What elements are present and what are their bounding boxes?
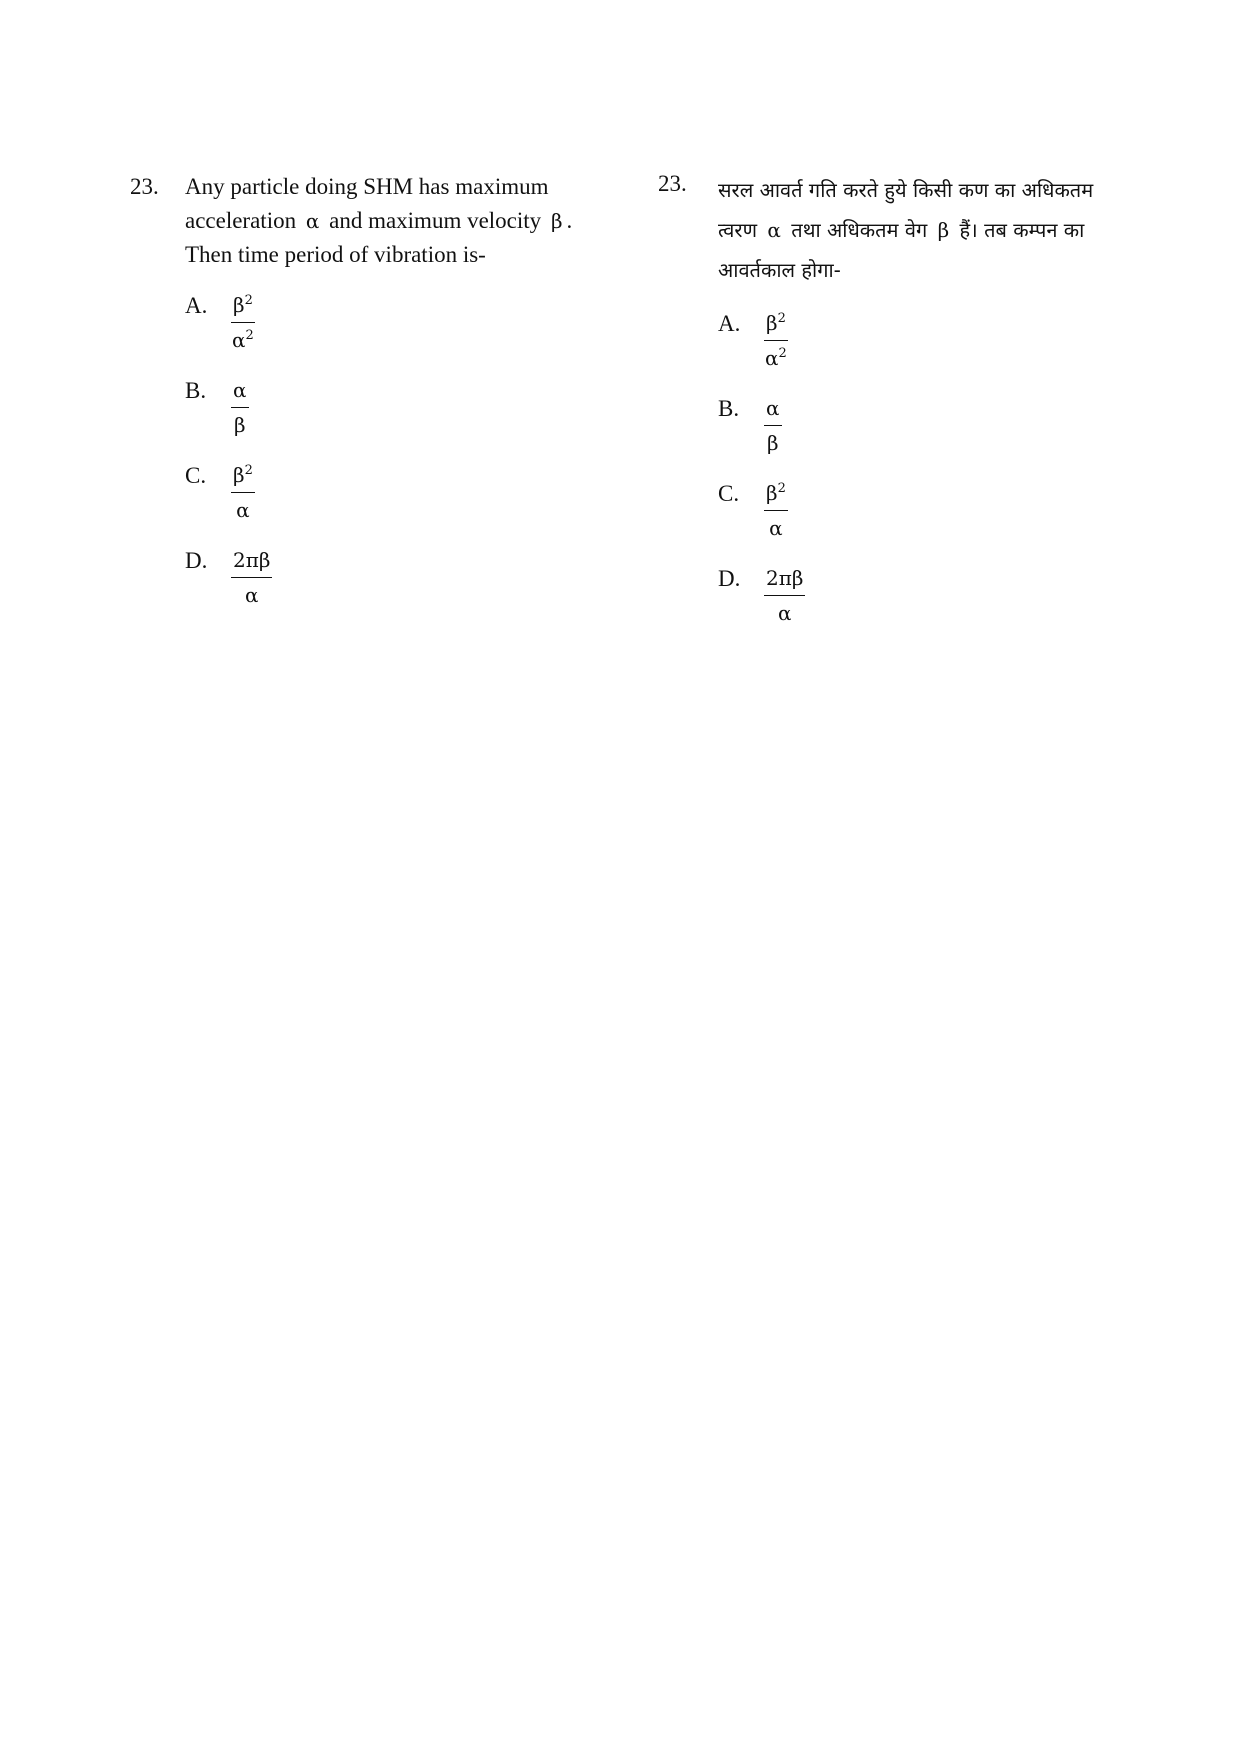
exponent: 2 [244,293,253,308]
fraction [764,480,788,541]
option-d[interactable] [185,547,600,632]
exponent: 2 [244,463,253,478]
option-label: B. [185,378,207,403]
question-stem [130,170,600,272]
fraction [764,395,782,456]
exponent: 2 [778,346,787,361]
stem-text: हैं। तब कम्पन का आवर्तकाल होगा- [718,218,1085,282]
option-c[interactable] [718,480,1138,565]
numerator: α [766,396,780,420]
denominator: α [765,346,779,370]
option-label: D. [185,548,208,573]
fraction [231,462,255,523]
denominator: α [236,498,250,522]
question-hindi [658,170,1138,650]
stem-text: Any particle doing SHM has maximum acceleration [185,174,549,233]
stem-text: सरल आवर्त गति करते हुये किसी कण का अधिकतम त्वरण [718,178,1094,242]
denominator: α [232,328,246,352]
numerator: 2πβ [233,548,271,572]
question-english [130,170,600,632]
stem-text: तथा अधिकतम वेग [791,218,928,242]
denominator: α [244,583,259,607]
options-list [658,310,1138,650]
option-label: C. [718,481,740,506]
numerator: α [233,378,247,402]
option-label: D. [718,566,741,591]
denominator: β [766,431,779,455]
denominator: β [233,413,246,437]
exponent: 2 [245,328,254,343]
fraction [231,547,272,608]
alpha-symbol: α [305,209,320,233]
option-label: A. [718,311,741,336]
fraction [764,565,805,626]
option-label: A. [185,293,208,318]
option-label: B. [718,396,740,421]
option-a[interactable] [185,292,600,377]
question-stem [658,170,1138,290]
stem-text: and maximum velocity [329,208,542,233]
fraction [231,292,255,353]
option-b[interactable] [718,395,1138,480]
option-b[interactable] [185,377,600,462]
numerator: 2πβ [766,566,804,590]
exponent: 2 [777,481,786,496]
question-number: 23. [658,171,687,196]
option-a[interactable] [718,310,1138,395]
beta-symbol: β [550,209,563,233]
question-number: 23. [130,174,159,199]
numerator: β [766,311,778,335]
alpha-symbol: α [767,218,781,242]
option-c[interactable] [185,462,600,547]
fraction [764,310,788,371]
option-label: C. [185,463,207,488]
beta-symbol: β [937,218,950,242]
numerator: β [233,463,245,487]
exponent: 2 [777,311,786,326]
denominator: α [777,601,792,625]
fraction [231,377,249,438]
denominator: α [769,516,783,540]
option-d[interactable] [718,565,1138,650]
stem-text: . Then time period of vibration is- [185,208,573,267]
options-list [130,292,600,632]
numerator: β [233,293,245,317]
numerator: β [766,481,778,505]
